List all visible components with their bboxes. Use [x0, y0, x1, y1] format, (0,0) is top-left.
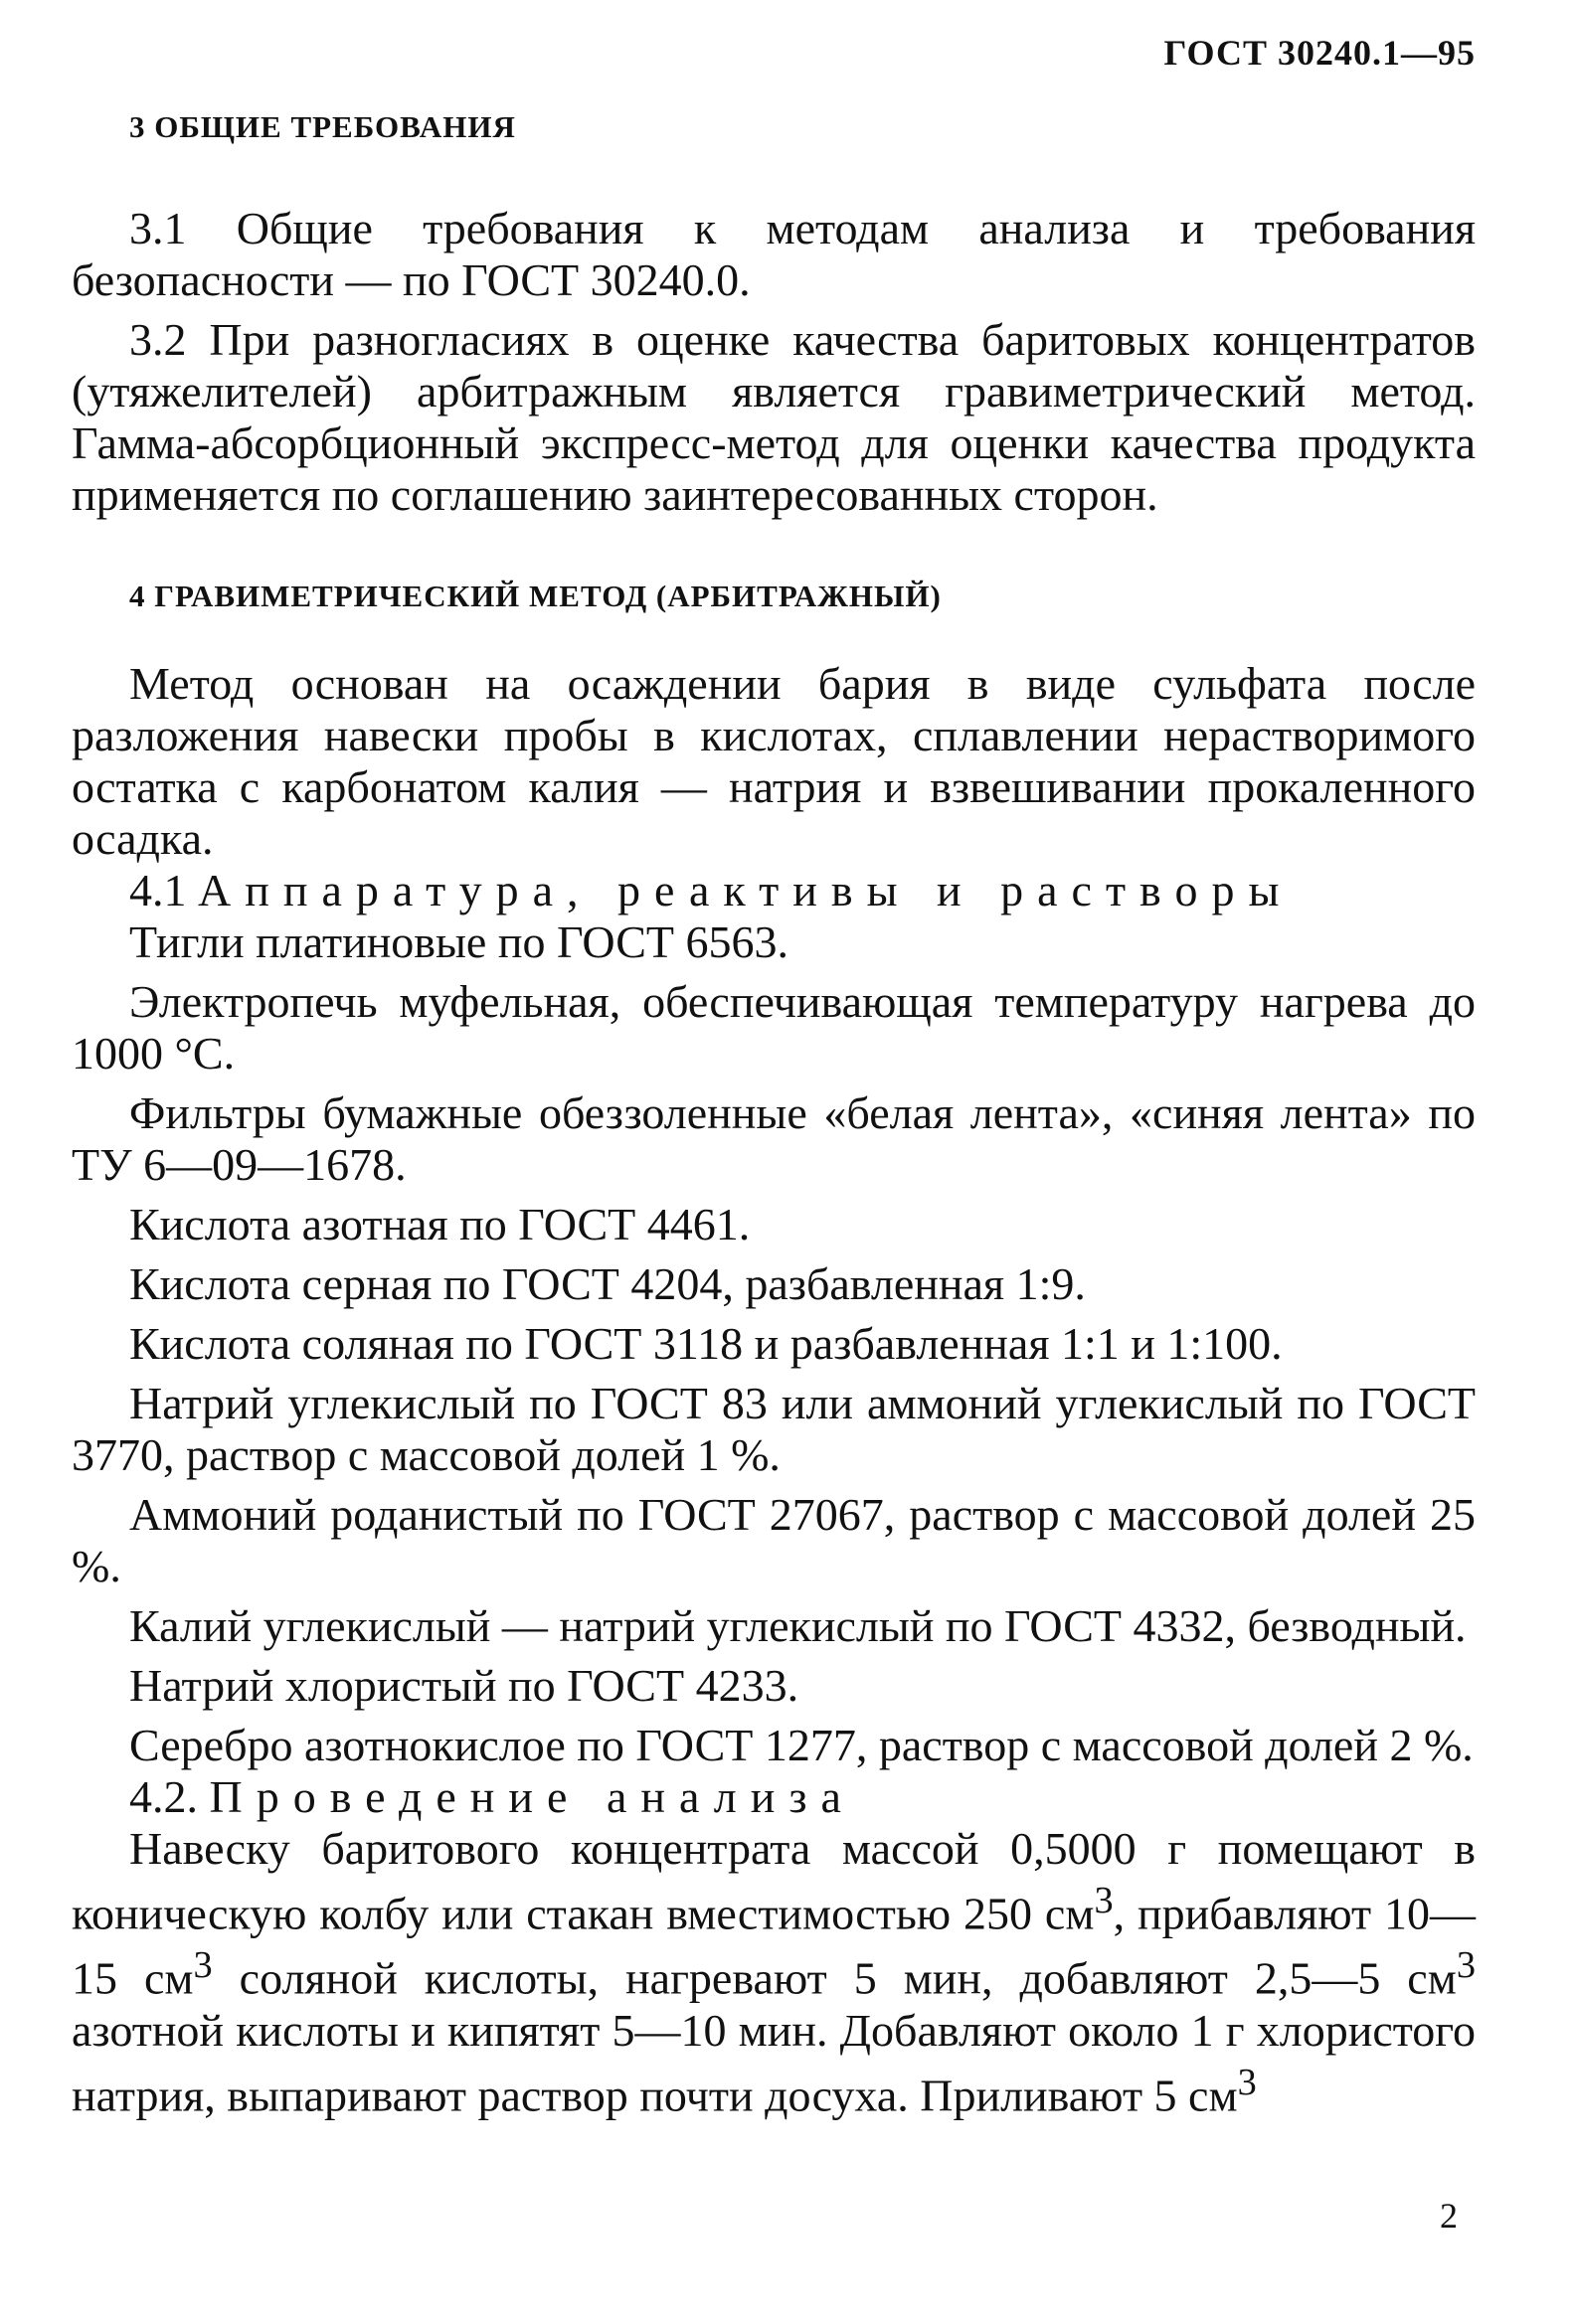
- analysis-paragraph: [72, 1823, 1476, 2121]
- subsection-4-2-number: 4.2.: [129, 1771, 198, 1822]
- analysis-text-1: Навеску баритового концентрата массой 0,5000 г помещают в коническую колбу или стакан вместимостью 250 см: [72, 1823, 1476, 1939]
- subsection-4-1-title: Аппаратура, реактивы и растворы: [198, 865, 1294, 915]
- subsection-4-1-heading: [72, 865, 1476, 916]
- page-number: 2: [1440, 2196, 1458, 2236]
- item-sodium-carbonate: Натрий углекислый по ГОСТ 83 или аммоний углекислый по ГОСТ 3770, раствор с массовой долей 1 %.: [72, 1378, 1476, 1480]
- analysis-text-2: , прибавляют 10—15 см: [72, 1888, 1476, 2004]
- item-ammonium-thiocyanate: Аммоний роданистый по ГОСТ 27067, раствор с массовой долей 25 %.: [72, 1489, 1476, 1591]
- section-3-heading: 3 ОБЩИЕ ТРЕБОВАНИЯ: [129, 109, 516, 144]
- paragraph-3-2: 3.2 При разногласиях в оценке качества баритовых концентратов (утяжелителей) арбитражным является гравиметрический метод. Гамма-абсорбционный экспресс-метод для оценки качества продукта применяется по соглашению заинтересованных сторон.: [72, 314, 1476, 520]
- analysis-text-3: соляной кислоты, нагревают 5 мин, добавляют 2,5—5 см: [212, 1952, 1457, 2004]
- item-nitric-acid: Кислота азотная по ГОСТ 4461.: [129, 1199, 751, 1249]
- item-sulfuric-acid: Кислота серная по ГОСТ 4204, разбавленная 1:9.: [129, 1258, 1086, 1309]
- item-hydrochloric-acid: Кислота соляная по ГОСТ 3118 и разбавленная 1:1 и 1:100.: [129, 1318, 1283, 1369]
- item-silver-nitrate: Серебро азотнокислое по ГОСТ 1277, раствор с массовой долей 2 %.: [129, 1720, 1474, 1770]
- superscript-3: 3: [1094, 1880, 1114, 1921]
- item-muffle-furnace: Электропечь муфельная, обеспечивающая температуру нагрева до 1000 °С.: [72, 976, 1476, 1079]
- subsection-4-2-title: Проведение анализа: [209, 1771, 855, 1822]
- section-4-intro: Метод основан на осаждении бария в виде сульфата после разложения навески пробы в кислотах, сплавлении нерастворимого остатка с карбонатом калия — натрия и взвешивании прокаленного осадка.: [72, 658, 1476, 864]
- subsection-4-1-number: 4.1: [129, 865, 187, 915]
- standard-code: ГОСТ 30240.1—95: [1163, 33, 1476, 73]
- item-potassium-sodium-carbonate: Калий углекислый — натрий углекислый по ГОСТ 4332, безводный.: [129, 1600, 1467, 1651]
- item-platinum-crucibles: Тигли платиновые по ГОСТ 6563.: [129, 916, 788, 967]
- item-paper-filters: Фильтры бумажные обеззоленные «белая лента», «синяя лента» по ТУ 6—09—1678.: [72, 1087, 1476, 1190]
- item-sodium-chloride: Натрий хлористый по ГОСТ 4233.: [129, 1660, 799, 1711]
- section-4-heading: 4 ГРАВИМЕТРИЧЕСКИЙ МЕТОД (АРБИТРАЖНЫЙ): [129, 579, 942, 613]
- subsection-4-2-heading: [72, 1771, 1476, 1823]
- page-content: [72, 107, 1476, 2121]
- superscript-3: 3: [1237, 2061, 1257, 2103]
- analysis-text-4: азотной кислоты и кипятят 5—10 мин. Добавляют около 1 г хлористого натрия, выпаривают раствор почти досуха. Приливают 5 см: [72, 2004, 1476, 2120]
- superscript-3: 3: [1456, 1944, 1476, 1987]
- paragraph-3-1: 3.1 Общие требования к методам анализа и требования безопасности — по ГОСТ 30240.0.: [72, 203, 1476, 305]
- superscript-3: 3: [193, 1944, 213, 1987]
